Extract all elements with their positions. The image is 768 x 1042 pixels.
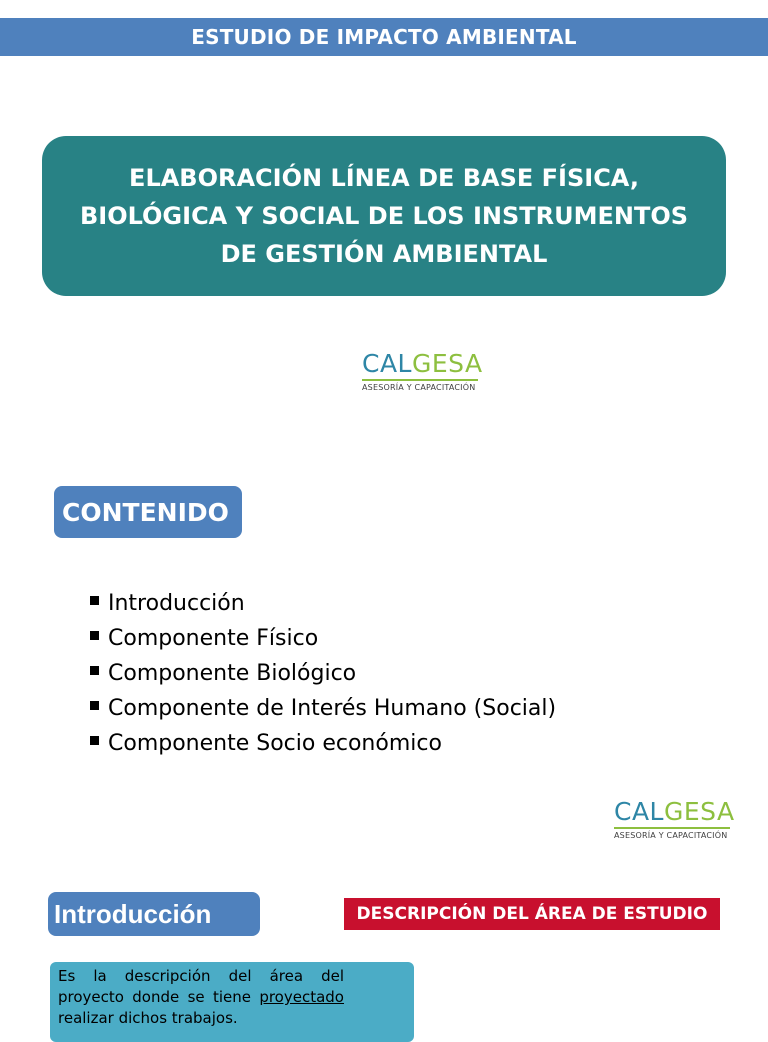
title-text: ELABORACIÓN LÍNEA DE BASE FÍSICA, BIOLÓGICA Y SOCIAL DE LOS INSTRUMENTOS DE GESTIÓN AMBIENTAL <box>79 164 689 268</box>
contenido-heading: CONTENIDO <box>62 497 229 527</box>
intro-heading: Introducción <box>54 898 212 929</box>
logo-word-gesa: GESA <box>412 349 483 378</box>
area-label: DESCRIPCIÓN DEL ÁREA DE ESTUDIO <box>356 904 708 924</box>
logo-wordmark <box>362 349 483 378</box>
description-underlined-word: proyectado <box>259 988 344 1006</box>
logo-wordmark <box>614 797 735 826</box>
logo-word-gesa: GESA <box>664 797 735 826</box>
logo-word-cal: CAL <box>614 797 664 826</box>
intro-heading-box <box>48 892 260 936</box>
description-text: Es la descripción del área del proyecto donde se tiene <box>58 967 344 1006</box>
square-bullet-icon <box>90 631 99 640</box>
contents-item <box>90 621 556 656</box>
logo-tagline: ASESORÍA Y CAPACITACIÓN <box>362 383 476 392</box>
contents-item-label: Componente de Interés Humano (Social) <box>108 696 557 721</box>
title-box <box>42 136 726 296</box>
logo-underline <box>362 379 478 381</box>
square-bullet-icon <box>90 596 99 605</box>
contents-list <box>90 586 556 761</box>
square-bullet-icon <box>90 736 99 745</box>
description-text-end: realizar dichos trabajos. <box>58 1009 238 1027</box>
logo-tagline: ASESORÍA Y CAPACITACIÓN <box>614 831 728 840</box>
contents-item <box>90 726 556 761</box>
calgesa-logo <box>362 349 483 392</box>
contents-item-label: Componente Físico <box>108 626 319 651</box>
square-bullet-icon <box>90 666 99 675</box>
contenido-heading-box <box>54 486 242 538</box>
contents-item <box>90 656 556 691</box>
description-box <box>50 962 414 1042</box>
contents-item <box>90 586 556 621</box>
calgesa-logo-second <box>614 797 735 840</box>
logo-word-cal: CAL <box>362 349 412 378</box>
logo-underline <box>614 827 730 829</box>
contents-item-label: Componente Biológico <box>108 661 357 686</box>
header-title: ESTUDIO DE IMPACTO AMBIENTAL <box>191 25 577 49</box>
area-label-box <box>344 898 720 930</box>
contents-item-label: Componente Socio económico <box>108 731 442 756</box>
contents-item <box>90 691 556 726</box>
header-bar <box>0 18 768 56</box>
contents-item-label: Introducción <box>108 591 245 616</box>
square-bullet-icon <box>90 701 99 710</box>
